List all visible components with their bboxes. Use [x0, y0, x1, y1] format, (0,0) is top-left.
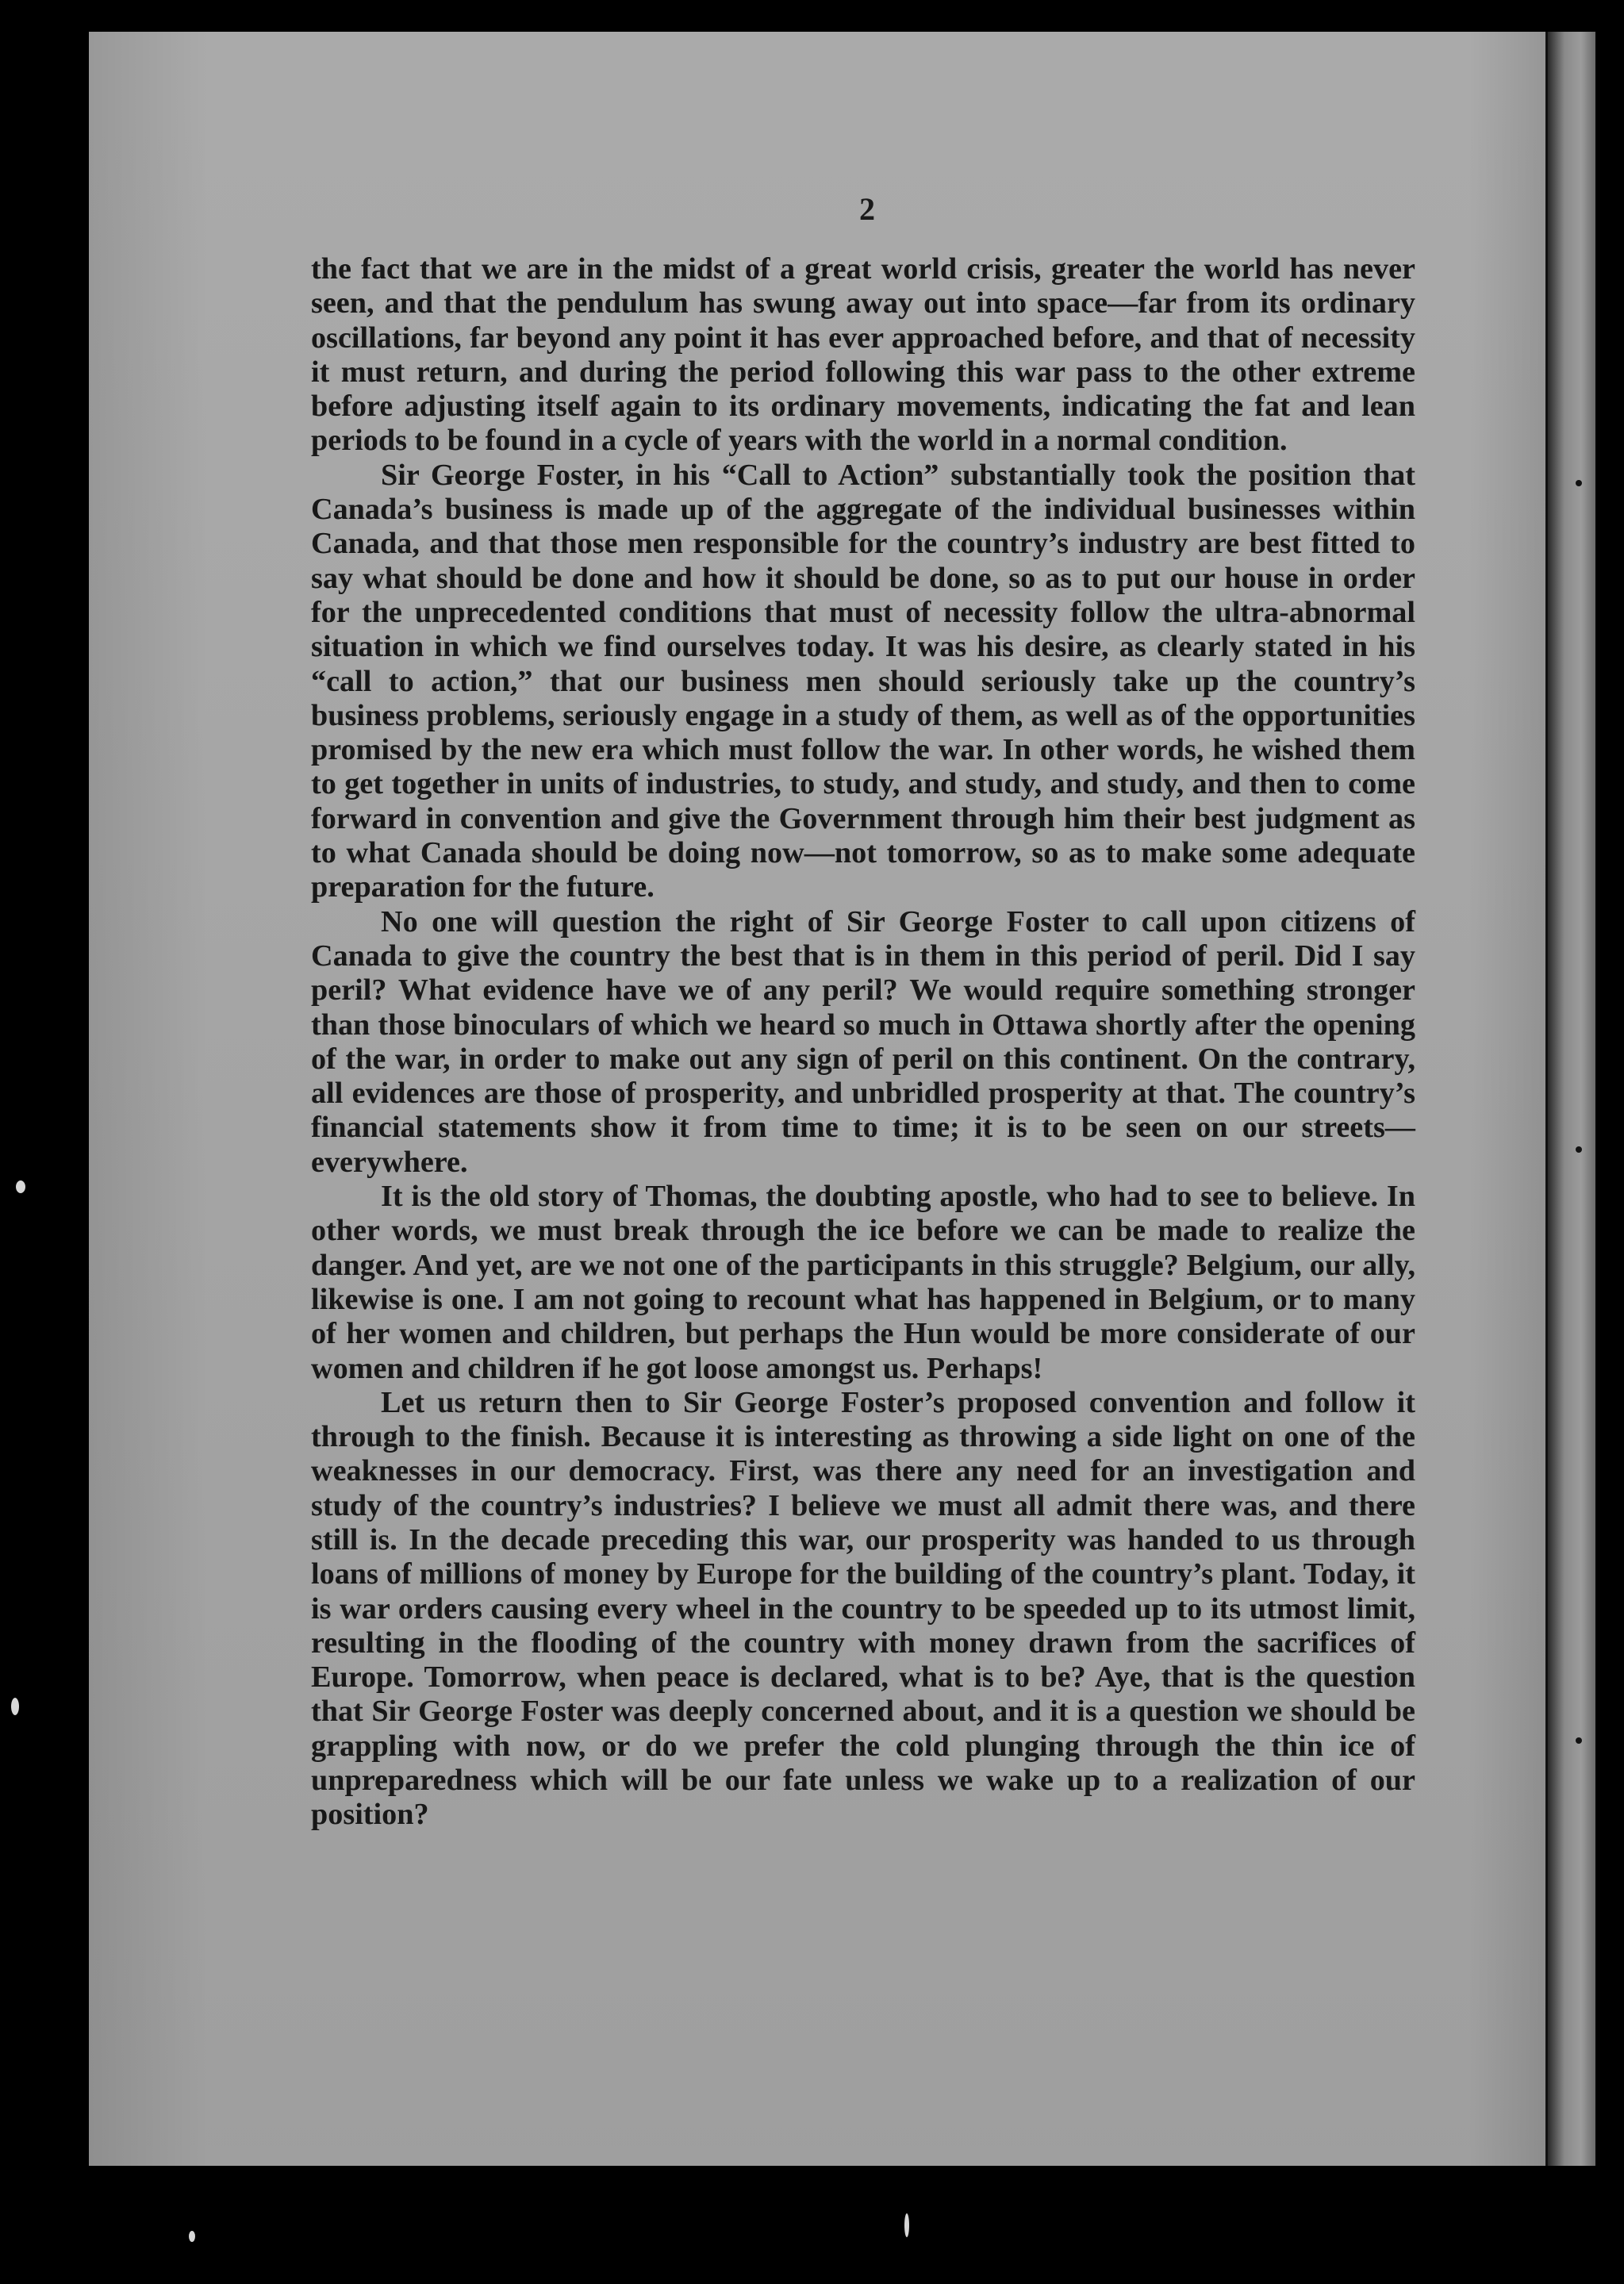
scan-speck	[1576, 480, 1582, 486]
paragraph-3: No one will question the right of Sir George Foster to call upon citizens of Canada to give the country the best that is in them in this period of peril. Did I say peril? What evidence have we of any peril? We would require something stronger than those binoculars of which we heard so much in Ottawa shortly after the opening of the war, in order to make out any sign of peril on this continent. On the contrary, all evidences are those of prosperity, and unbridled prosperity at that. The country’s financial statements show it from time to time; it is to be seen on our streets—everywhere.	[311, 904, 1415, 1179]
paragraph-2: Sir George Foster, in his “Call to Action” substantially took the position that Canada’s business is made up of the aggregate of the individual businesses within Canada, and that those men responsible for the country’s industry are best fitted to say what should be done and how it should be done, so as to put our house in order for the unprecedented conditions that must of necessity follow the ultra-abnormal situation in which we find ourselves today. It was his desire, as clearly stated in his “call to action,” that our business men should seriously take up the country’s business problems, seriously engage in a study of them, as well as of the opportunities promised by the new era which must follow the war. In other words, he wished them to get together in units of industries, to study, and study, and study, and then to come forward in convention and give the Government through him their best judgment as to what Canada should be doing now—not tomorrow, so as to make some adequate preparation for the future.	[311, 458, 1415, 904]
body-text	[311, 252, 1415, 1833]
adjacent-page-edge	[1545, 32, 1595, 2166]
scan-speck	[189, 2231, 195, 2242]
scan-speck	[904, 2213, 909, 2237]
scan-speck	[11, 1698, 19, 1715]
scan-speck	[1576, 1146, 1582, 1153]
page-number: 2	[859, 191, 875, 227]
paragraph-5: Let us return then to Sir George Foster’s proposed convention and follow it through to the finish. Because it is interesting as throwing a side light on one of the weaknesses in our democracy. First, was there any need for an investigation and study of the country’s industries? I believe we must all admit there was, and there still is. In the decade preceding this war, our prosperity was handed to us through loans of millions of money by Europe for the building of the country’s plant. Today, it is war orders causing every wheel in the country to be speeded up to its utmost limit, resulting in the flooding of the country with money drawn from the sacrifices of Europe. Tomorrow, when peace is declared, what is to be? Aye, that is the question that Sir George Foster was deeply concerned about, and it is a question we should be grappling with now, or do we prefer the cold plunging through the thin ice of unpreparedness which will be our fate unless we wake up to a realization of our position?	[311, 1385, 1415, 1832]
scan-speck	[16, 1180, 25, 1193]
scan-speck	[1576, 1737, 1582, 1744]
paragraph-4: It is the old story of Thomas, the doubting apostle, who had to see to believe. In other words, we must break through the ice before we can be made to realize the danger. And yet, are we not one of the participants in this struggle? Belgium, our ally, likewise is one. I am not going to recount what has happened in Belgium, or to many of her women and children, but perhaps the Hun would be more considerate of our women and children if he got loose amongst us. Perhaps!	[311, 1180, 1415, 1385]
paragraph-1: the fact that we are in the midst of a great world crisis, greater the world has never seen, and that the pendulum has swung away out into space—far from its ordinary oscillations, far beyond any point it has ever approached before, and that of necessity it must return, and during the period following this war pass to the other extreme before adjusting itself again to its ordinary movements, indicating the fat and lean periods to be found in a cycle of years with the world in a normal condition.	[311, 252, 1415, 458]
